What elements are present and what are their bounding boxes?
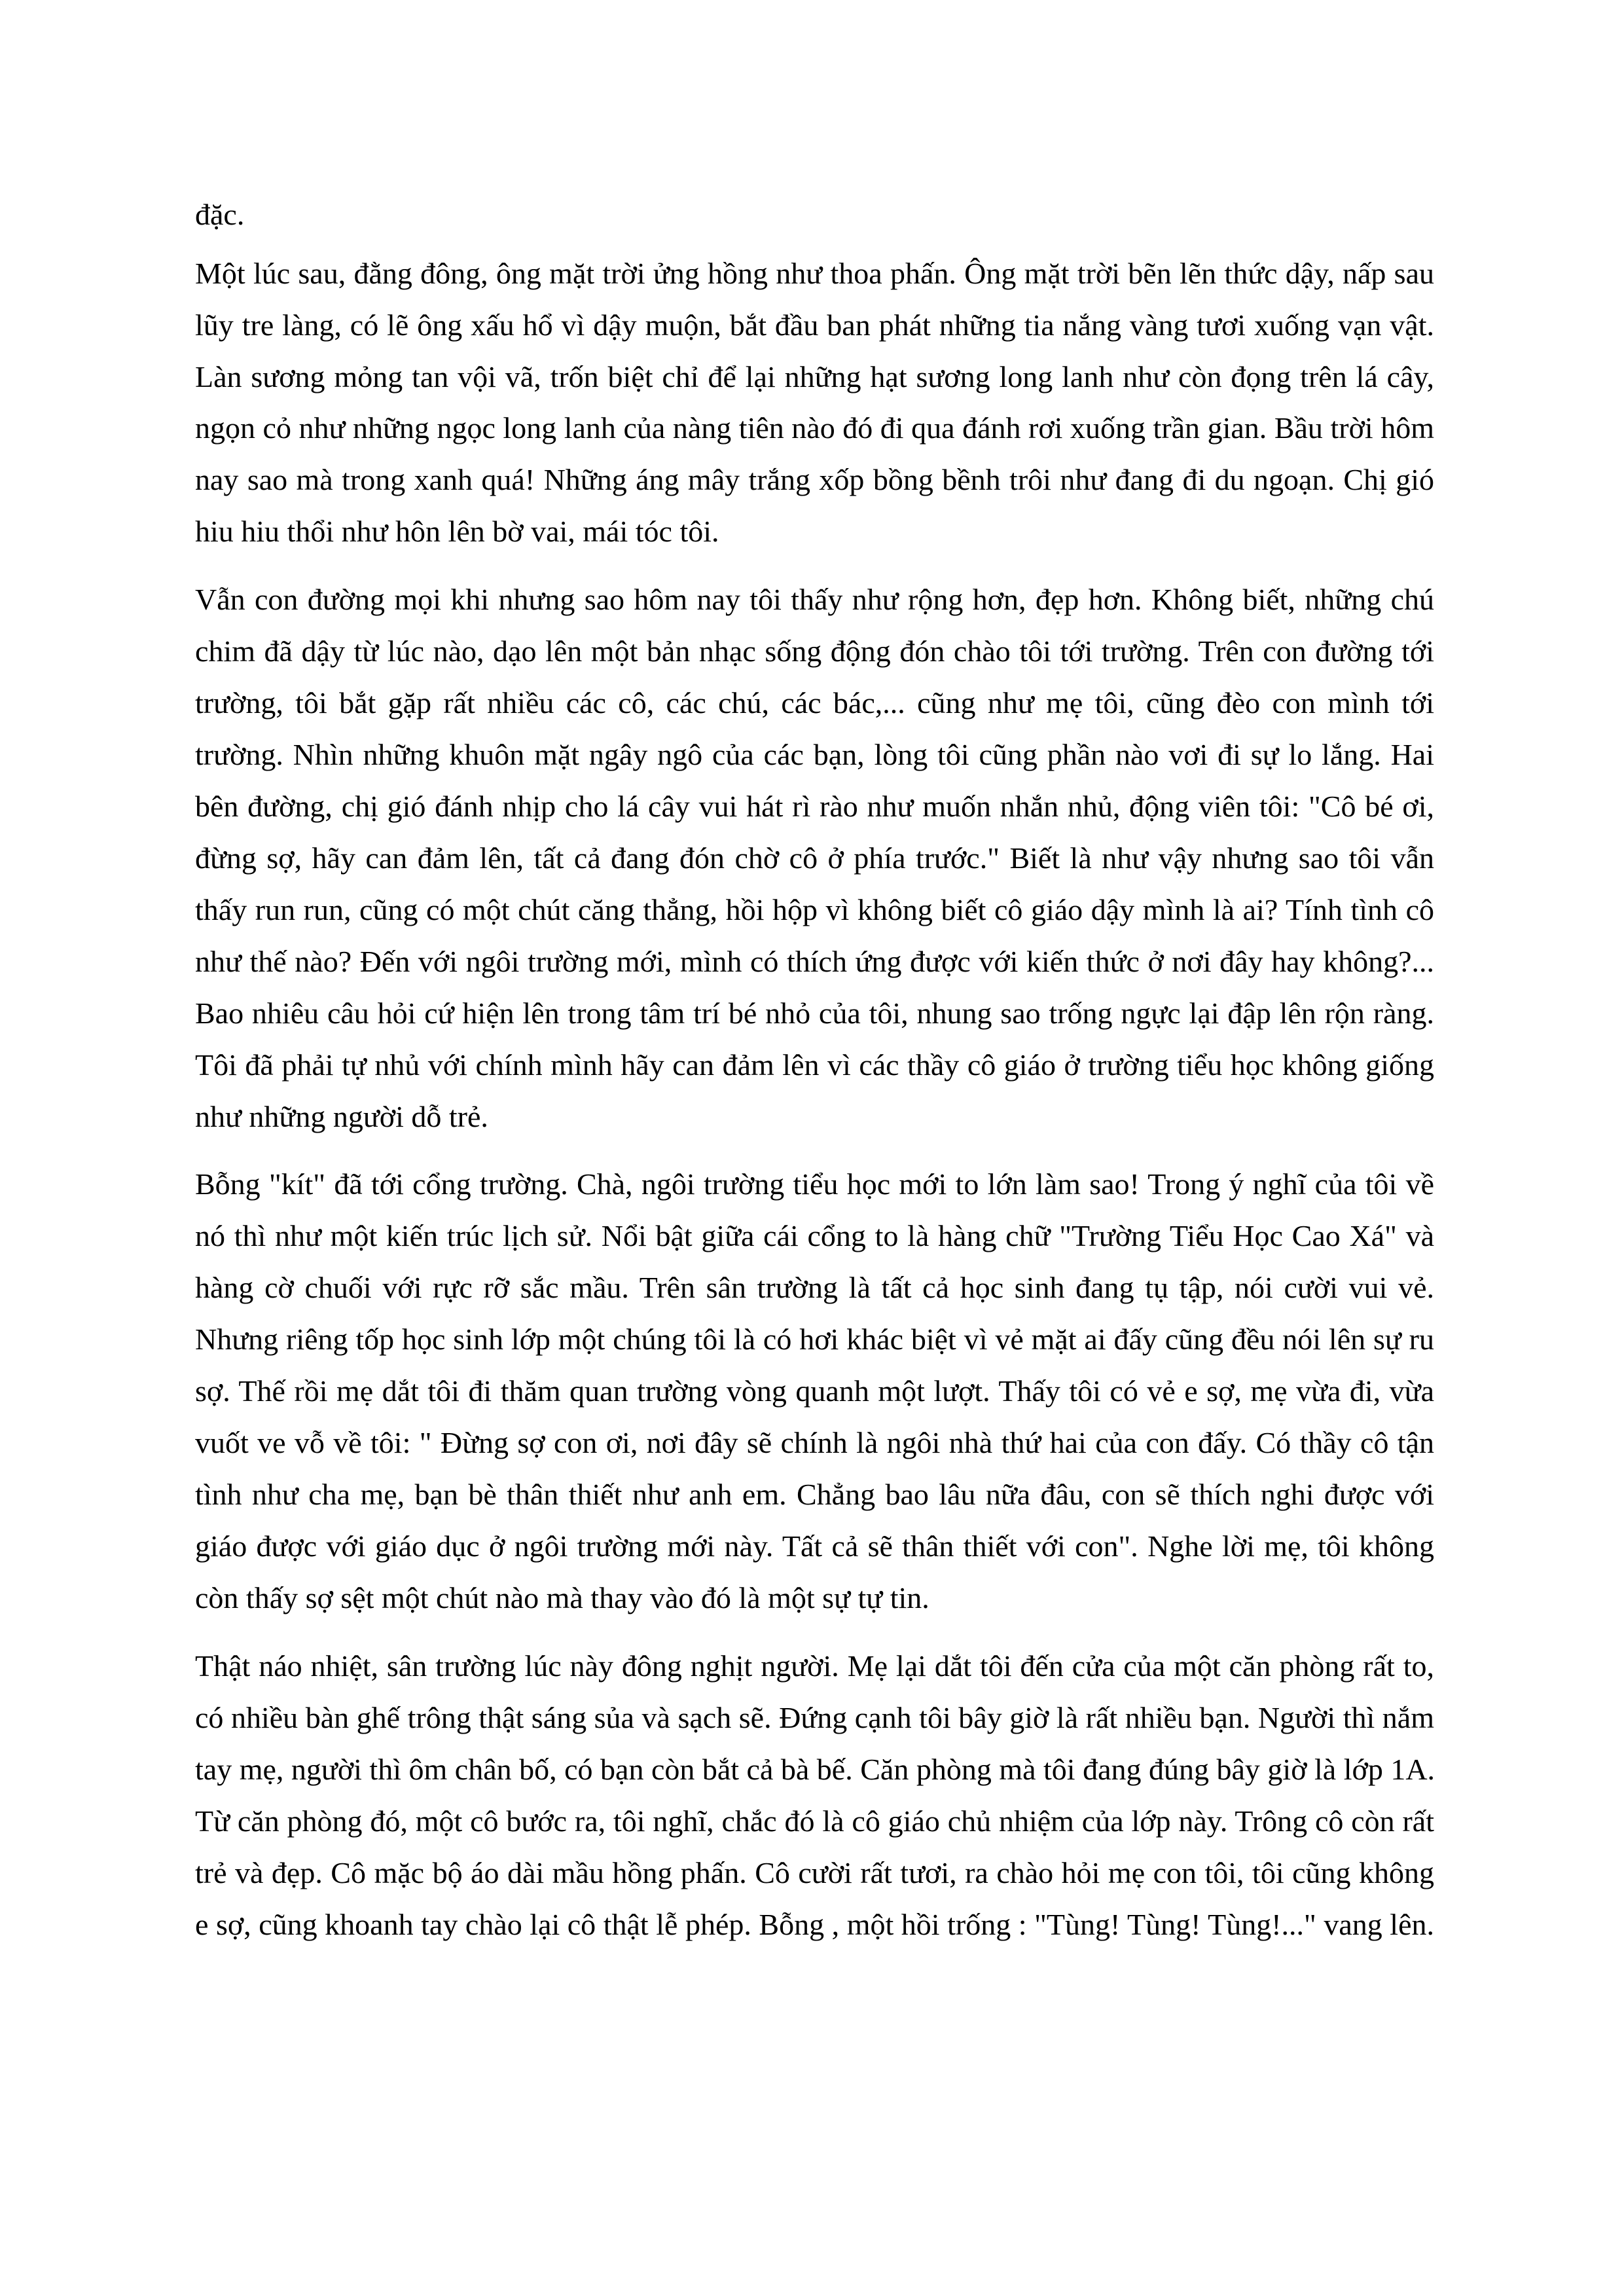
text-line: nay sao mà trong xanh quá! Những áng mây trắng xốp bồng bềnh trôi như đang đi du ngoạn. Chị gió — [195, 463, 1434, 496]
text-line: Nhưng riêng tốp học sinh lớp một chúng tôi là có hơi khác biệt vì vẻ mặt ai đấy cũng đều nói lên sự ru — [195, 1322, 1434, 1356]
text-line: nó thì như một kiến trúc lịch sử. Nổi bật giữa cái cổng to là hàng chữ "Trường Tiểu Học Cao Xá" và — [195, 1219, 1434, 1252]
text-line: Tôi đã phải tự nhủ với chính mình hãy can đảm lên vì các thầy cô giáo ở trường tiểu học không giống — [195, 1048, 1434, 1082]
text-line: e sợ, cũng khoanh tay chào lại cô thật lễ phép. Bỗng , một hồi trống : "Tùng! Tùng! Tùng!..." vang lên. — [195, 1908, 1434, 1941]
text-line: bên đường, chị gió đánh nhịp cho lá cây vui hát rì rào như muốn nhắn nhủ, động viên tôi: "Cô bé ơi, — [195, 790, 1434, 823]
text-line: ngọn cỏ như những ngọc long lanh của nàng tiên nào đó đi qua đánh rơi xuống trần gian. Bầu trời hôm — [195, 411, 1434, 445]
text-line: lũy tre làng, có lẽ ông xấu hổ vì dậy muộn, bắt đầu ban phát những tia nắng vàng tươi xuống vạn vật. — [195, 308, 1434, 342]
text-line: Từ căn phòng đó, một cô bước ra, tôi nghĩ, chắc đó là cô giáo chủ nhiệm của lớp này. Trông cô còn rất — [195, 1804, 1434, 1838]
text-line: Bao nhiêu câu hỏi cứ hiện lên trong tâm trí bé nhỏ của tôi, nhung sao trống ngực lại đập lên rộn ràng. — [195, 996, 1434, 1030]
text-line: giáo được với giáo dục ở ngôi trường mới này. Tất cả sẽ thân thiết với con". Nghe lời mẹ, tôi không — [195, 1529, 1434, 1563]
text-line: Thật náo nhiệt, sân trường lúc này đông nghịt người. Mẹ lại dắt tôi đến cửa của một căn phòng rất to, — [195, 1649, 1434, 1683]
text-line: thấy run run, cũng có một chút căng thẳng, hồi hộp vì không biết cô giáo dậy mình là ai? Tính tình cô — [195, 893, 1434, 926]
text-line: Một lúc sau, đằng đông, ông mặt trời ửng hồng như thoa phấn. Ông mặt trời bẽn lẽn thức dậy, nấp sau — [195, 257, 1434, 290]
text-line: trẻ và đẹp. Cô mặc bộ áo dài mầu hồng phấn. Cô cười rất tươi, ra chào hỏi mẹ con tôi, tôi cũng không — [195, 1856, 1434, 1889]
text-line: như thế nào? Đến với ngôi trường mới, mình có thích ứng được với kiến thức ở nơi đây hay không?... — [195, 945, 1434, 978]
text-line: tình như cha mẹ, bạn bè thân thiết như anh em. Chẳng bao lâu nữa đâu, con sẽ thích nghi được với — [195, 1478, 1434, 1511]
text-line: trường. Nhìn những khuôn mặt ngây ngô của các bạn, lòng tôi cũng phần nào vơi đi sự lo lắng. Hai — [195, 738, 1434, 771]
text-line: Làn sương mỏng tan vội vã, trốn biệt chỉ để lại những hạt sương long lanh như còn đọng trên lá cây, — [195, 360, 1434, 393]
text-line: Bỗng "kít" đã tới cổng trường. Chà, ngôi trường tiểu học mới to lớn làm sao! Trong ý nghĩ của tôi về — [195, 1167, 1434, 1201]
text-line: sợ. Thế rồi mẹ dắt tôi đi thăm quan trường vòng quanh một lượt. Thấy tôi có vẻ e sợ, mẹ vừa đi, vừa — [195, 1374, 1434, 1408]
text-line: đừng sợ, hãy can đảm lên, tất cả đang đón chờ cô ở phía trước." Biết là như vậy nhưng sao tôi vẫn — [195, 841, 1434, 875]
text-line: hàng cờ chuối với rực rỡ sắc mầu. Trên sân trường là tất cả học sinh đang tụ tập, nói cười vui vẻ. — [195, 1271, 1434, 1304]
text-line: Vẫn con đường mọi khi nhưng sao hôm nay tôi thấy như rộng hơn, đẹp hơn. Không biết, những chú — [195, 583, 1434, 616]
text-line: vuốt ve vỗ về tôi: " Đừng sợ con ơi, nơi đây sẽ chính là ngôi nhà thứ hai của con đấy. Có thầy cô tận — [195, 1426, 1434, 1459]
text-line: tay mẹ, người thì ôm chân bố, có bạn còn bắt cả bà bế. Căn phòng mà tôi đang đúng bây giờ là lớp 1A. — [195, 1753, 1435, 1786]
text-line: còn thấy sợ sệt một chút nào mà thay vào đó là một sự tự tin. — [195, 1581, 929, 1614]
text-line: đặc. — [195, 198, 245, 231]
text-line: có nhiều bàn ghế trông thật sáng sủa và sạch sẽ. Đứng cạnh tôi bây giờ là rất nhiều bạn. Người thì nắm — [195, 1701, 1434, 1734]
text-line: như những người dỗ trẻ. — [195, 1100, 488, 1133]
text-line: chim đã dậy từ lúc nào, dạo lên một bản nhạc sống động đón chào tôi tới trường. Trên con đường tới — [195, 634, 1434, 668]
text-line: hiu hiu thổi như hôn lên bờ vai, mái tóc tôi. — [195, 515, 719, 548]
text-line: trường, tôi bắt gặp rất nhiều các cô, các chú, các bác,... cũng như mẹ tôi, cũng đèo con mình tới — [195, 686, 1434, 720]
